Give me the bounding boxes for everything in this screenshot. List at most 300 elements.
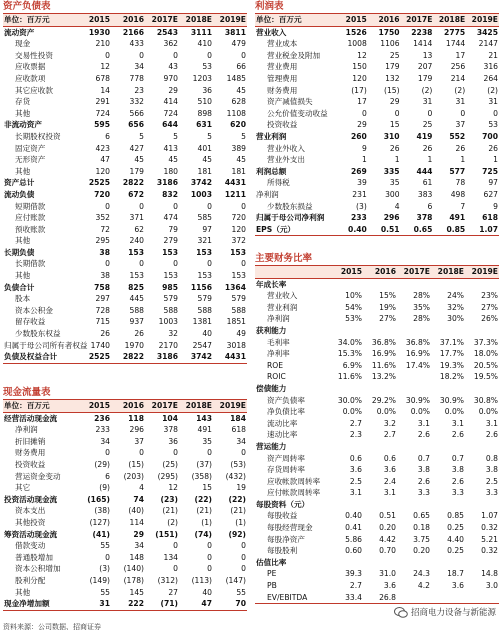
table-cell: 12 bbox=[100, 62, 110, 72]
table-cell: 70 bbox=[213, 598, 247, 610]
table-cell: 150 bbox=[352, 62, 367, 72]
balance_sheet-year-header: 2018E bbox=[179, 14, 213, 26]
table-cell: 5.86 bbox=[345, 534, 362, 544]
table-cell: 184 bbox=[230, 413, 246, 423]
table-cell: 0.18 bbox=[413, 523, 430, 533]
table-row bbox=[255, 371, 499, 383]
table-cell: 3.6 bbox=[383, 581, 396, 591]
table-cell bbox=[363, 441, 397, 453]
table-row bbox=[3, 73, 247, 85]
table-row bbox=[255, 476, 499, 488]
table-cell: 11.6% bbox=[371, 360, 396, 370]
table-cell: 15 bbox=[389, 120, 400, 130]
balance-sheet-title: 资产负债表 bbox=[3, 0, 247, 14]
table-cell: 153 bbox=[128, 247, 144, 257]
table-cell bbox=[465, 441, 499, 453]
table-cell: 37 bbox=[455, 120, 466, 130]
table-cell: 153 bbox=[196, 247, 212, 257]
table-cell: 0 bbox=[105, 201, 110, 211]
table-cell: 0 bbox=[105, 50, 110, 60]
table-cell: 383 bbox=[417, 189, 433, 199]
table-cell: 17 bbox=[455, 50, 466, 60]
row-label: 固定资产 bbox=[15, 143, 46, 153]
table-cell: 207 bbox=[417, 62, 433, 72]
table-cell: 148 bbox=[129, 552, 144, 562]
table-cell: 832 bbox=[162, 189, 178, 199]
table-cell: 30.0% bbox=[337, 395, 362, 405]
table-cell: 300 bbox=[385, 189, 400, 199]
table-cell: 7 bbox=[460, 201, 466, 211]
table-cell: 37.1% bbox=[439, 337, 464, 347]
row-label: 股本 bbox=[15, 294, 31, 304]
table-cell: 19.5% bbox=[473, 372, 498, 382]
table-cell: 579 bbox=[231, 294, 246, 304]
table-cell: 413 bbox=[163, 143, 178, 153]
table-row bbox=[3, 177, 247, 189]
ratios-year-header: 2017E bbox=[397, 266, 431, 278]
table-cell: 588 bbox=[197, 305, 212, 315]
row-label: 借款变动 bbox=[15, 541, 46, 551]
table-cell: 0 bbox=[173, 50, 178, 60]
table-cell: 3.3 bbox=[485, 488, 498, 498]
table-cell: 153 bbox=[197, 271, 212, 281]
cash_flow-year-header: 2019E bbox=[213, 400, 247, 412]
table-cell: 72 bbox=[100, 224, 110, 234]
table-cell: (1) bbox=[235, 517, 246, 527]
row-label: 负债及权益合计 bbox=[3, 351, 77, 363]
table-cell: 0 bbox=[427, 108, 433, 118]
row-label: 营业收入 bbox=[267, 291, 298, 301]
row-label: PB bbox=[267, 581, 277, 591]
row-label: 每股净资产 bbox=[267, 534, 305, 544]
table-cell: 0 bbox=[139, 448, 144, 458]
table-cell: 0 bbox=[394, 108, 400, 118]
table-cell: 479 bbox=[231, 39, 246, 49]
table-cell bbox=[431, 499, 465, 511]
table-row bbox=[3, 212, 247, 224]
table-cell: 2775 bbox=[444, 27, 466, 37]
table-cell: 2525 bbox=[77, 351, 111, 363]
table-cell: 720 bbox=[94, 189, 110, 199]
table-cell: (25) bbox=[162, 459, 178, 469]
table-cell: 2.4 bbox=[383, 476, 396, 486]
table-row bbox=[3, 505, 247, 517]
table-cell: 27 bbox=[168, 587, 178, 597]
row-label: 现金净增加额 bbox=[3, 598, 77, 610]
table-row bbox=[3, 552, 247, 564]
row-label: 其他 bbox=[15, 271, 31, 281]
table-cell: 21 bbox=[488, 50, 498, 60]
table-cell: 1 bbox=[427, 155, 433, 165]
table-cell: 132 bbox=[385, 73, 400, 83]
table-cell: 1156 bbox=[190, 282, 212, 292]
table-row bbox=[255, 568, 499, 580]
table-row bbox=[255, 499, 499, 511]
table-cell: 3186 bbox=[156, 178, 178, 188]
row-label: 留存收益 bbox=[15, 317, 46, 327]
row-label: 其他 bbox=[15, 166, 31, 176]
row-label: PE bbox=[267, 569, 277, 579]
table-row bbox=[255, 325, 499, 337]
table-cell bbox=[431, 557, 465, 569]
table-cell: 715 bbox=[95, 317, 110, 327]
table-row bbox=[3, 587, 247, 599]
table-cell: 0.25 bbox=[447, 546, 464, 556]
ratios-header-row bbox=[255, 266, 499, 278]
table-cell: (41) bbox=[92, 529, 110, 539]
row-label: 速动比率 bbox=[267, 430, 298, 440]
table-cell: 0 bbox=[241, 50, 246, 60]
table-row bbox=[255, 464, 499, 476]
table-cell: 0.0% bbox=[342, 407, 362, 417]
table-cell: 35 bbox=[202, 436, 212, 446]
table-row bbox=[3, 482, 247, 494]
table-cell: 321 bbox=[197, 236, 212, 246]
table-cell bbox=[431, 383, 465, 395]
table-cell: 3.8 bbox=[485, 465, 498, 475]
table-cell: 29 bbox=[168, 85, 178, 95]
table-row bbox=[255, 224, 499, 236]
row-label: 少数股东损益 bbox=[267, 201, 313, 211]
table-row bbox=[255, 166, 499, 178]
table-cell: 0.65 bbox=[401, 224, 434, 236]
table-cell: 32% bbox=[447, 302, 464, 312]
table-cell: (15) bbox=[384, 85, 400, 95]
table-cell bbox=[363, 383, 397, 395]
table-cell: (2) bbox=[167, 517, 178, 527]
income_statement-unit-label: 单位：百万元 bbox=[255, 14, 335, 26]
table-row bbox=[255, 395, 499, 407]
row-label: 营运能力 bbox=[256, 441, 287, 451]
row-label: 长期负债 bbox=[4, 247, 35, 257]
table-cell: 2.7 bbox=[383, 430, 396, 440]
source-note: 资料来源：公司数据、招商证券 bbox=[3, 623, 101, 631]
table-cell: 0 bbox=[207, 448, 212, 458]
table-cell: 332 bbox=[129, 97, 144, 107]
table-cell: 297 bbox=[95, 294, 110, 304]
table-row bbox=[255, 38, 499, 50]
table-cell bbox=[465, 499, 499, 511]
row-label: 其他 bbox=[15, 236, 31, 246]
table-cell: 1744 bbox=[445, 39, 466, 49]
table-cell: 6.9% bbox=[342, 360, 362, 370]
table-cell: 631 bbox=[196, 120, 212, 130]
table-cell: 1970 bbox=[124, 340, 144, 350]
table-cell: 0 bbox=[241, 448, 246, 458]
table-cell: 2.7 bbox=[349, 418, 362, 428]
table-cell: 445 bbox=[129, 294, 144, 304]
table-cell: 0 bbox=[139, 201, 144, 211]
row-label: 每股经营现金 bbox=[267, 523, 313, 533]
table-cell: 3.1 bbox=[349, 488, 362, 498]
table-cell: (3) bbox=[356, 201, 367, 211]
row-label: EPS（元） bbox=[255, 224, 335, 236]
income-statement-table bbox=[255, 14, 499, 236]
row-label: 投资收益 bbox=[15, 459, 46, 469]
table-cell: 0 bbox=[105, 552, 110, 562]
table-cell: 39 bbox=[357, 178, 367, 188]
table-cell: 26 bbox=[455, 143, 466, 153]
row-label: ROE bbox=[267, 360, 284, 370]
table-cell: 4 bbox=[394, 201, 400, 211]
table-cell: 310 bbox=[383, 131, 400, 141]
table-cell: 97 bbox=[202, 224, 212, 234]
table-cell: 433 bbox=[129, 39, 144, 49]
table-row bbox=[255, 26, 499, 38]
table-cell: 5 bbox=[139, 131, 144, 141]
table-cell: 498 bbox=[450, 189, 466, 199]
table-cell: (1) bbox=[201, 517, 212, 527]
row-label: 净利润 bbox=[256, 189, 279, 199]
table-cell: 29 bbox=[389, 97, 400, 107]
table-cell: 728 bbox=[95, 305, 110, 315]
table-cell: 134 bbox=[163, 552, 178, 562]
row-label: 营运资金变动 bbox=[15, 471, 61, 481]
table-cell: 2166 bbox=[122, 27, 144, 37]
table-cell: 26 bbox=[389, 143, 400, 153]
table-cell: 36 bbox=[202, 85, 212, 95]
table-cell: 0 bbox=[460, 108, 466, 118]
table-cell: 210 bbox=[95, 39, 110, 49]
table-cell: 2543 bbox=[156, 27, 178, 37]
table-cell bbox=[431, 325, 465, 337]
table-cell: 1 bbox=[460, 155, 466, 165]
cash-flow-table bbox=[3, 400, 247, 611]
table-row bbox=[3, 305, 247, 317]
table-cell bbox=[465, 325, 499, 337]
table-row bbox=[255, 557, 499, 569]
table-row bbox=[3, 447, 247, 459]
table-row bbox=[3, 38, 247, 50]
table-cell: 2238 bbox=[411, 27, 433, 37]
balance_sheet-year-header: 2017E bbox=[145, 14, 179, 26]
table-cell: 34.0% bbox=[337, 337, 362, 347]
row-label: 应付账款 bbox=[15, 213, 46, 223]
table-cell: 672 bbox=[128, 189, 144, 199]
table-cell: 45 bbox=[236, 155, 246, 165]
table-cell: 12 bbox=[168, 483, 178, 493]
ratios-panel bbox=[255, 252, 499, 604]
table-cell: 2525 bbox=[88, 178, 110, 188]
table-cell: 153 bbox=[163, 271, 178, 281]
table-cell bbox=[431, 592, 465, 604]
table-cell bbox=[465, 383, 499, 395]
table-cell: 16.9% bbox=[405, 349, 430, 359]
table-row bbox=[255, 177, 499, 189]
table-cell: 0.8 bbox=[485, 453, 498, 463]
table-cell: 1485 bbox=[226, 73, 246, 83]
table-cell bbox=[465, 557, 499, 569]
table-cell: (2) bbox=[454, 85, 466, 95]
row-label: 营业利润 bbox=[256, 131, 287, 141]
table-cell bbox=[397, 499, 431, 511]
table-cell: 291 bbox=[95, 97, 110, 107]
table-cell: 181 bbox=[197, 166, 212, 176]
table-cell: 510 bbox=[197, 97, 212, 107]
table-cell: 120 bbox=[231, 224, 246, 234]
row-label: 筹资活动现金流 bbox=[4, 529, 58, 539]
table-cell: 401 bbox=[197, 143, 212, 153]
table-cell: 38 bbox=[100, 271, 110, 281]
table-cell: 0 bbox=[207, 201, 212, 211]
table-cell: 595 bbox=[94, 120, 110, 130]
table-cell: 444 bbox=[416, 166, 433, 176]
table-row bbox=[3, 540, 247, 552]
table-cell: 1740 bbox=[90, 340, 110, 350]
table-cell: 30.9% bbox=[439, 395, 464, 405]
table-cell: 28% bbox=[413, 291, 430, 301]
table-cell bbox=[465, 278, 499, 290]
table-cell bbox=[329, 557, 363, 569]
table-cell: 678 bbox=[95, 73, 110, 83]
table-cell: 937 bbox=[129, 317, 144, 327]
cash_flow-year-header: 2015 bbox=[77, 400, 111, 412]
table-cell: 38 bbox=[99, 247, 110, 257]
table-row bbox=[3, 235, 247, 247]
table-cell: 3.2 bbox=[383, 418, 396, 428]
row-label: 投资活动现金流 bbox=[4, 494, 58, 504]
table-cell: 2.6 bbox=[417, 430, 430, 440]
table-cell: 700 bbox=[482, 131, 498, 141]
table-cell: 1364 bbox=[224, 282, 246, 292]
row-label: 净利率 bbox=[267, 349, 290, 359]
table-cell: 985 bbox=[162, 282, 178, 292]
table-cell: 0 bbox=[241, 201, 246, 211]
table-row bbox=[3, 293, 247, 305]
row-label: 少数股东权益 bbox=[15, 329, 61, 339]
table-cell: 618 bbox=[482, 213, 498, 223]
row-label: 其它应收款 bbox=[15, 85, 53, 95]
table-cell: 43 bbox=[168, 62, 178, 72]
income-statement-title: 利润表 bbox=[255, 0, 499, 14]
table-cell: 15% bbox=[379, 291, 396, 301]
row-label: 无形资产 bbox=[15, 155, 46, 165]
table-cell: 970 bbox=[163, 73, 178, 83]
table-row bbox=[3, 224, 247, 236]
table-cell: 628 bbox=[231, 97, 246, 107]
table-cell: (2) bbox=[487, 85, 498, 95]
income_statement-year-header: 2018E bbox=[433, 14, 466, 26]
table-row bbox=[255, 108, 499, 120]
table-cell: 3.8 bbox=[417, 465, 430, 475]
table-cell: 233 bbox=[350, 213, 367, 223]
cash-flow-panel bbox=[3, 386, 247, 611]
table-cell: (53) bbox=[230, 459, 246, 469]
table-cell: 0.40 bbox=[335, 224, 368, 236]
table-cell: 0 bbox=[207, 552, 212, 562]
row-label: 归属于母公司净利润 bbox=[256, 213, 325, 223]
table-cell: 389 bbox=[231, 143, 246, 153]
watermark-text: 招商电力设备与新能源 bbox=[410, 608, 496, 618]
wechat-icon bbox=[394, 607, 408, 618]
table-cell: 179 bbox=[129, 166, 144, 176]
table-cell: 620 bbox=[230, 120, 246, 130]
table-cell: 15.3% bbox=[337, 349, 362, 359]
table-cell: 37 bbox=[134, 436, 144, 446]
table-cell: (21) bbox=[196, 506, 212, 516]
table-cell: 378 bbox=[416, 213, 433, 223]
table-cell: (38) bbox=[94, 506, 110, 516]
row-label: 长期借款 bbox=[15, 259, 46, 269]
cash_flow-year-header: 2018E bbox=[179, 400, 213, 412]
row-label: 管理费用 bbox=[267, 73, 298, 83]
table-cell: 3018 bbox=[226, 340, 246, 350]
row-label: 应收款项 bbox=[15, 73, 46, 83]
table-cell: 474 bbox=[163, 213, 178, 223]
table-cell: 1 bbox=[493, 155, 498, 165]
table-cell: 0 bbox=[173, 201, 178, 211]
table-cell: 2.3 bbox=[349, 430, 362, 440]
table-cell: 33.4 bbox=[329, 592, 363, 604]
table-cell: 0.0% bbox=[478, 407, 498, 417]
table-row bbox=[3, 154, 247, 166]
watermark bbox=[394, 606, 496, 618]
table-row bbox=[255, 85, 499, 97]
table-cell: 222 bbox=[111, 598, 145, 610]
table-cell: (140) bbox=[123, 564, 144, 574]
table-cell: 45 bbox=[236, 85, 246, 95]
table-cell: 0 bbox=[207, 541, 212, 551]
row-label: 营业费用 bbox=[267, 62, 298, 72]
income-statement-panel bbox=[255, 0, 499, 236]
table-row bbox=[3, 189, 247, 201]
table-cell: (21) bbox=[230, 506, 246, 516]
table-cell: 13 bbox=[422, 50, 433, 60]
table-row bbox=[255, 510, 499, 522]
row-label: 资产减值损失 bbox=[267, 97, 313, 107]
table-cell: (203) bbox=[123, 471, 144, 481]
table-cell: 588 bbox=[231, 305, 246, 315]
row-label: 资产周转率 bbox=[267, 453, 305, 463]
table-cell: 55 bbox=[100, 541, 110, 551]
table-cell: 3.3 bbox=[451, 488, 464, 498]
table-cell: 27% bbox=[481, 302, 498, 312]
table-cell: 0.51 bbox=[368, 224, 401, 236]
table-cell: 3.6 bbox=[383, 465, 396, 475]
table-cell: 3111 bbox=[190, 27, 212, 37]
row-label: 短期借款 bbox=[15, 201, 46, 211]
row-label: 流动比率 bbox=[267, 418, 298, 428]
row-label: 普通股增加 bbox=[15, 552, 53, 562]
balance-sheet-table bbox=[3, 14, 247, 364]
table-cell: 37.3% bbox=[473, 337, 498, 347]
table-row bbox=[3, 316, 247, 328]
table-cell: 0 bbox=[207, 50, 212, 60]
income_statement-year-header: 2019E bbox=[466, 14, 499, 26]
table-cell: 0 bbox=[173, 448, 178, 458]
table-cell bbox=[397, 441, 431, 453]
table-cell: 28% bbox=[413, 314, 430, 324]
table-cell: 118 bbox=[128, 413, 144, 423]
table-cell: 2547 bbox=[192, 340, 212, 350]
table-cell: 29 bbox=[357, 120, 367, 130]
table-row bbox=[3, 247, 247, 259]
table-cell: 36.8% bbox=[405, 337, 430, 347]
table-cell: 295 bbox=[95, 236, 110, 246]
table-cell: 0 bbox=[241, 541, 246, 551]
ratios-year-header: 2019E bbox=[465, 266, 499, 278]
table-cell: 566 bbox=[129, 108, 144, 118]
row-label: 折旧摊销 bbox=[15, 436, 46, 446]
table-cell: 1003 bbox=[158, 317, 178, 327]
table-cell: 29 bbox=[133, 529, 144, 539]
ratios-table bbox=[255, 266, 499, 604]
table-cell bbox=[465, 592, 499, 604]
table-cell: 0.85 bbox=[447, 511, 464, 521]
table-row bbox=[3, 575, 247, 587]
table-row bbox=[3, 143, 247, 155]
table-cell: 372 bbox=[231, 236, 246, 246]
